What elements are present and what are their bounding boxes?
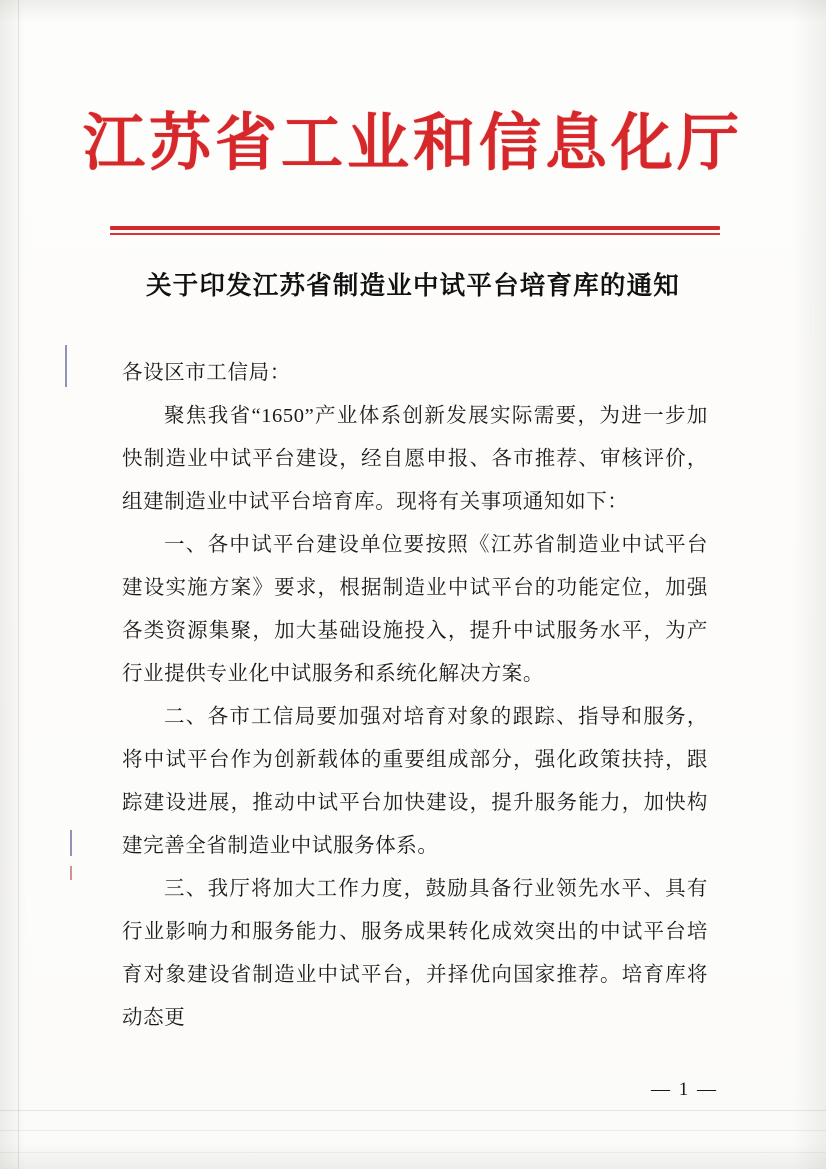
divider-thick-rule xyxy=(110,226,720,230)
scan-binding-mark xyxy=(70,830,72,856)
scan-binding-mark xyxy=(70,866,72,880)
scan-fold-line xyxy=(0,1152,826,1153)
masthead-divider xyxy=(110,226,720,235)
page-number: — 1 — xyxy=(651,1079,718,1100)
scan-binding-mark xyxy=(65,345,67,387)
body-paragraph-1: 聚焦我省“1650”产业体系创新发展实际需要，为进一步加快制造业中试平台建设，经自愿申报、各市推荐、审核评价，组建制造业中试平台培育库。现将有关事项通知如下： xyxy=(122,405,708,513)
issuing-agency-title: 江苏省工业和信息化厅 xyxy=(82,110,743,178)
salutation: 各设区市工信局： xyxy=(122,362,291,384)
scan-fold-line xyxy=(0,1110,826,1111)
body-paragraph-2: 一、各中试平台建设单位要按照《江苏省制造业中试平台建设实施方案》要求，根据制造业中试平台的功能定位，加强各类资源集聚，加大基础设施投入，提升中试服务水平，为产行业提供专业化中试服务和系统化解决方案。 xyxy=(122,534,708,685)
divider-thin-rule xyxy=(110,233,720,235)
scan-fold-line xyxy=(0,1130,826,1131)
document-title: 关于印发江苏省制造业中试平台培育库的通知 xyxy=(145,271,680,300)
body-paragraph-3: 二、各市工信局要加强对培育对象的跟踪、指导和服务，将中试平台作为创新载体的重要组成部分，强化政策扶持，跟踪建设进展，推动中试平台加快建设，提升服务能力，加快构建完善全省制造业中试服务体系。 xyxy=(122,706,708,857)
masthead xyxy=(0,112,826,177)
document-body xyxy=(122,352,708,1040)
body-paragraph-4: 三、我厅将加大工作力度，鼓励具备行业领先水平、具有行业影响力和服务能力、服务成果转化成效突出的中试平台培育对象建设省制造业中试平台，并择优向国家推荐。培育库将动态更 xyxy=(122,878,708,1029)
